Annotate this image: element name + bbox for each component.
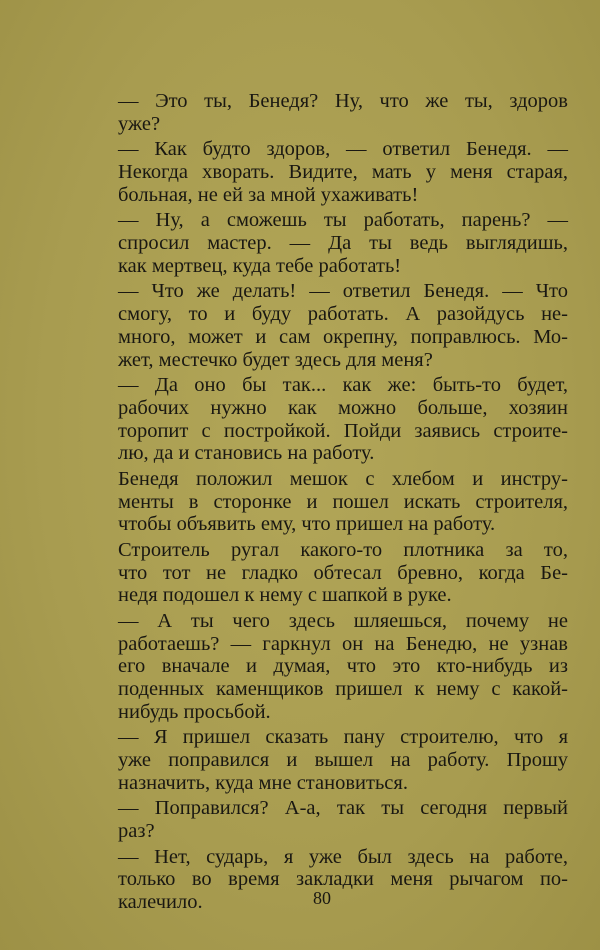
text-line: Строитель ругал какого-то плотника за то, — [118, 538, 568, 561]
text-line: только во время закладки меня рычагом по- — [118, 868, 568, 891]
text-line: — Да оно бы так... как же: быть-то будет, — [118, 374, 568, 396]
text-line: много, может и сам окрепну, поправлюсь. Мо- — [118, 325, 568, 348]
text-line: — Как будто здоров, — ответил Бенедя. — — [118, 138, 568, 161]
page-number: 80 — [313, 888, 331, 908]
text-line: поденных каменщиков пришел к нему с какой- — [118, 678, 568, 701]
text-line: недя подошел к нему с шапкой в руке. — [118, 584, 452, 607]
text-line: нибудь просьбой. — [118, 701, 271, 723]
text-line: лю, да и становись на работу. — [118, 442, 375, 465]
text-line: Некогда хворать. Видите, мать у меня старая, — [118, 161, 568, 183]
text-line: спросил мастер. — Да ты ведь выглядишь, — [118, 232, 568, 254]
text-line: смогу, то и буду работать. А разойдусь не- — [118, 303, 568, 325]
text-line: Бенедя положил мешок с хлебом и инстру- — [118, 467, 568, 490]
text-line: — Я пришел сказать пану строителю, что я — [118, 726, 568, 749]
text-line: что тот не гладко обтесал бревно, когда Бе- — [118, 561, 568, 584]
text-line: — А ты чего здесь шляешься, почему не — [118, 609, 568, 632]
text-line: уже? — [118, 112, 161, 135]
text-line: раз? — [118, 820, 155, 843]
text-line: — Это ты, Бенедя? Ну, что же ты, здоров — [118, 90, 568, 112]
text-line: как мертвец, куда тебе работать! — [118, 254, 402, 277]
text-line: больная, не ей за мной ухаживать! — [118, 183, 419, 206]
text-line: — Поправился? А-а, так ты сегодня первый — [118, 797, 568, 820]
text-line: работаешь? — гаркнул он на Бенедю, не узнав — [118, 632, 568, 655]
text-line: менты в сторонке и пошел искать строителя, — [118, 490, 568, 513]
text-line: торопит с постройкой. Пойди заявись строите- — [118, 419, 568, 442]
text-line: — Что же делать! — ответил Бенедя. — Что — [118, 280, 568, 303]
text-line: — Ну, а сможешь ты работать, парень? — — [118, 209, 568, 232]
text-line: жет, местечко будет здесь для меня? — [118, 348, 433, 371]
text-line: чтобы объявить ему, что пришел на работу. — [118, 513, 496, 536]
text-line: — Нет, сударь, я уже был здесь на работе, — [118, 845, 568, 868]
text-line: рабочих нужно как можно больше, хозяин — [118, 396, 568, 419]
text-line: его вначале и думая, что это кто-нибудь из — [118, 655, 568, 678]
text-line: калечило. — [118, 891, 203, 914]
text-line: назначить, куда мне становиться. — [118, 772, 408, 794]
text-line: уже поправился и вышел на работу. Прошу — [118, 749, 568, 772]
